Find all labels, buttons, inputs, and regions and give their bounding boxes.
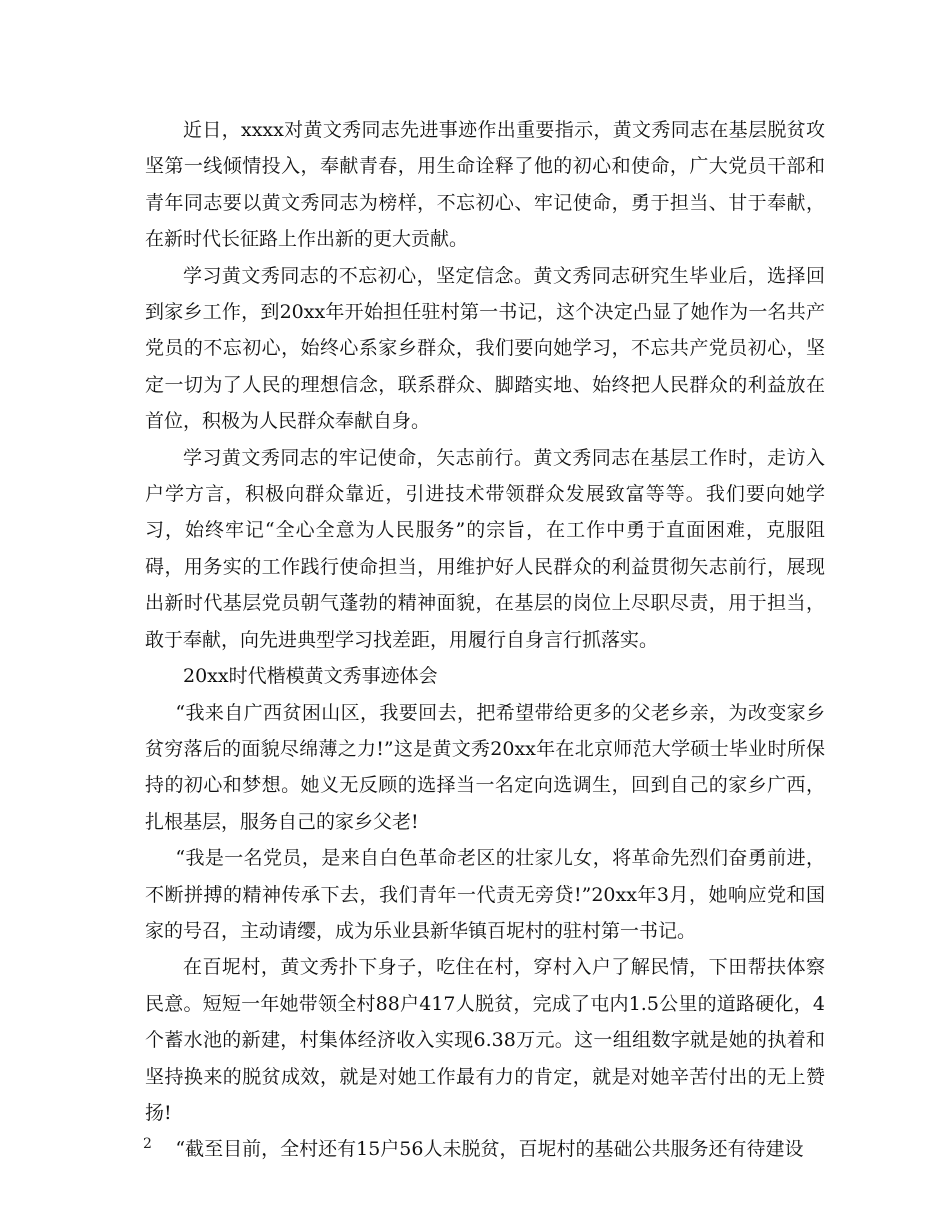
section-heading: 20xx时代楷模黄文秀事迹体会: [183, 665, 438, 688]
paragraph-village-work: 在百坭村，黄文秀扑下身子，吃住在村，穿村入户了解民情，下田帮扶体察民意。短短一年她带领全村88户417人脱贫，完成了屯内1.5公里的道路硬化，4个蓄水池的新建，村集体经济收入实现6.38万元。这一组组数字就是她的执着和坚持换来的脱贫成效，就是对她工作最有力的肯定，就是对她辛苦付出的无上赞扬!: [145, 956, 825, 1124]
document-body: [145, 112, 825, 1168]
paragraph-remaining-poverty: “截至目前，全村还有15户56人未脱贫，百坭村的基础公共服务还有待建设: [175, 1138, 804, 1161]
paragraph-mission: 学习黄文秀同志的牢记使命，矢志前行。黄文秀同志在基层工作时，走访入户学方言，积极向群众靠近，引进技术带领群众发展致富等等。我们要向她学习，始终牢记“全心全意为人民服务”的宗旨，在工作中勇于直面困难，克服阻碍，用务实的工作践行使命担当，用维护好人民群众的利益贯彻矢志前行，展现出新时代基层党员朝气蓬勃的精神面貌，在基层的岗位上尽职尽责，用于担当，敢于奉献，向先进典型学习找差距，用履行自身言行抓落实。: [145, 446, 825, 651]
paragraph-intro: 近日，xxxx对黄文秀同志先进事迹作出重要指示，黄文秀同志在基层脱贫攻坚第一线倾情投入，奉献青春，用生命诠释了他的初心和使命，广大党员干部和青年同志要以黄文秀同志为榜样，不忘初心、牢记使命，勇于担当、甘于奉献，在新时代长征路上作出新的更大贡献。: [145, 119, 825, 251]
paragraph-quote-party-member: “我是一名党员，是来自白色革命老区的壮家儿女，将革命先烈们奋勇前进，不断拼搏的精神传承下去，我们青年一代责无旁贷!”20xx年3月，她响应党和国家的号召，主动请缨，成为乐业县新华镇百坭村的驻村第一书记。: [145, 847, 825, 942]
page-number: 2: [143, 1136, 152, 1152]
paragraph-quote-hometown: “我来自广西贫困山区，我要回去，把希望带给更多的父老乡亲，为改变家乡贫穷落后的面貌尽绵薄之力!”这是黄文秀20xx年在北京师范大学硕士毕业时所保持的初心和梦想。她义无反顾的选择当一名定向选调生，回到自己的家乡广西，扎根基层，服务自己的家乡父老!: [145, 701, 825, 833]
paragraph-faith: 学习黄文秀同志的不忘初心，坚定信念。黄文秀同志研究生毕业后，选择回到家乡工作，到20xx年开始担任驻村第一书记，这个决定凸显了她作为一名共产党员的不忘初心，始终心系家乡群众，我们要向她学习，不忘共产党员初心，坚定一切为了人民的理想信念，联系群众、脚踏实地、始终把人民群众的利益放在首位，积极为人民群众奉献自身。: [145, 264, 825, 433]
